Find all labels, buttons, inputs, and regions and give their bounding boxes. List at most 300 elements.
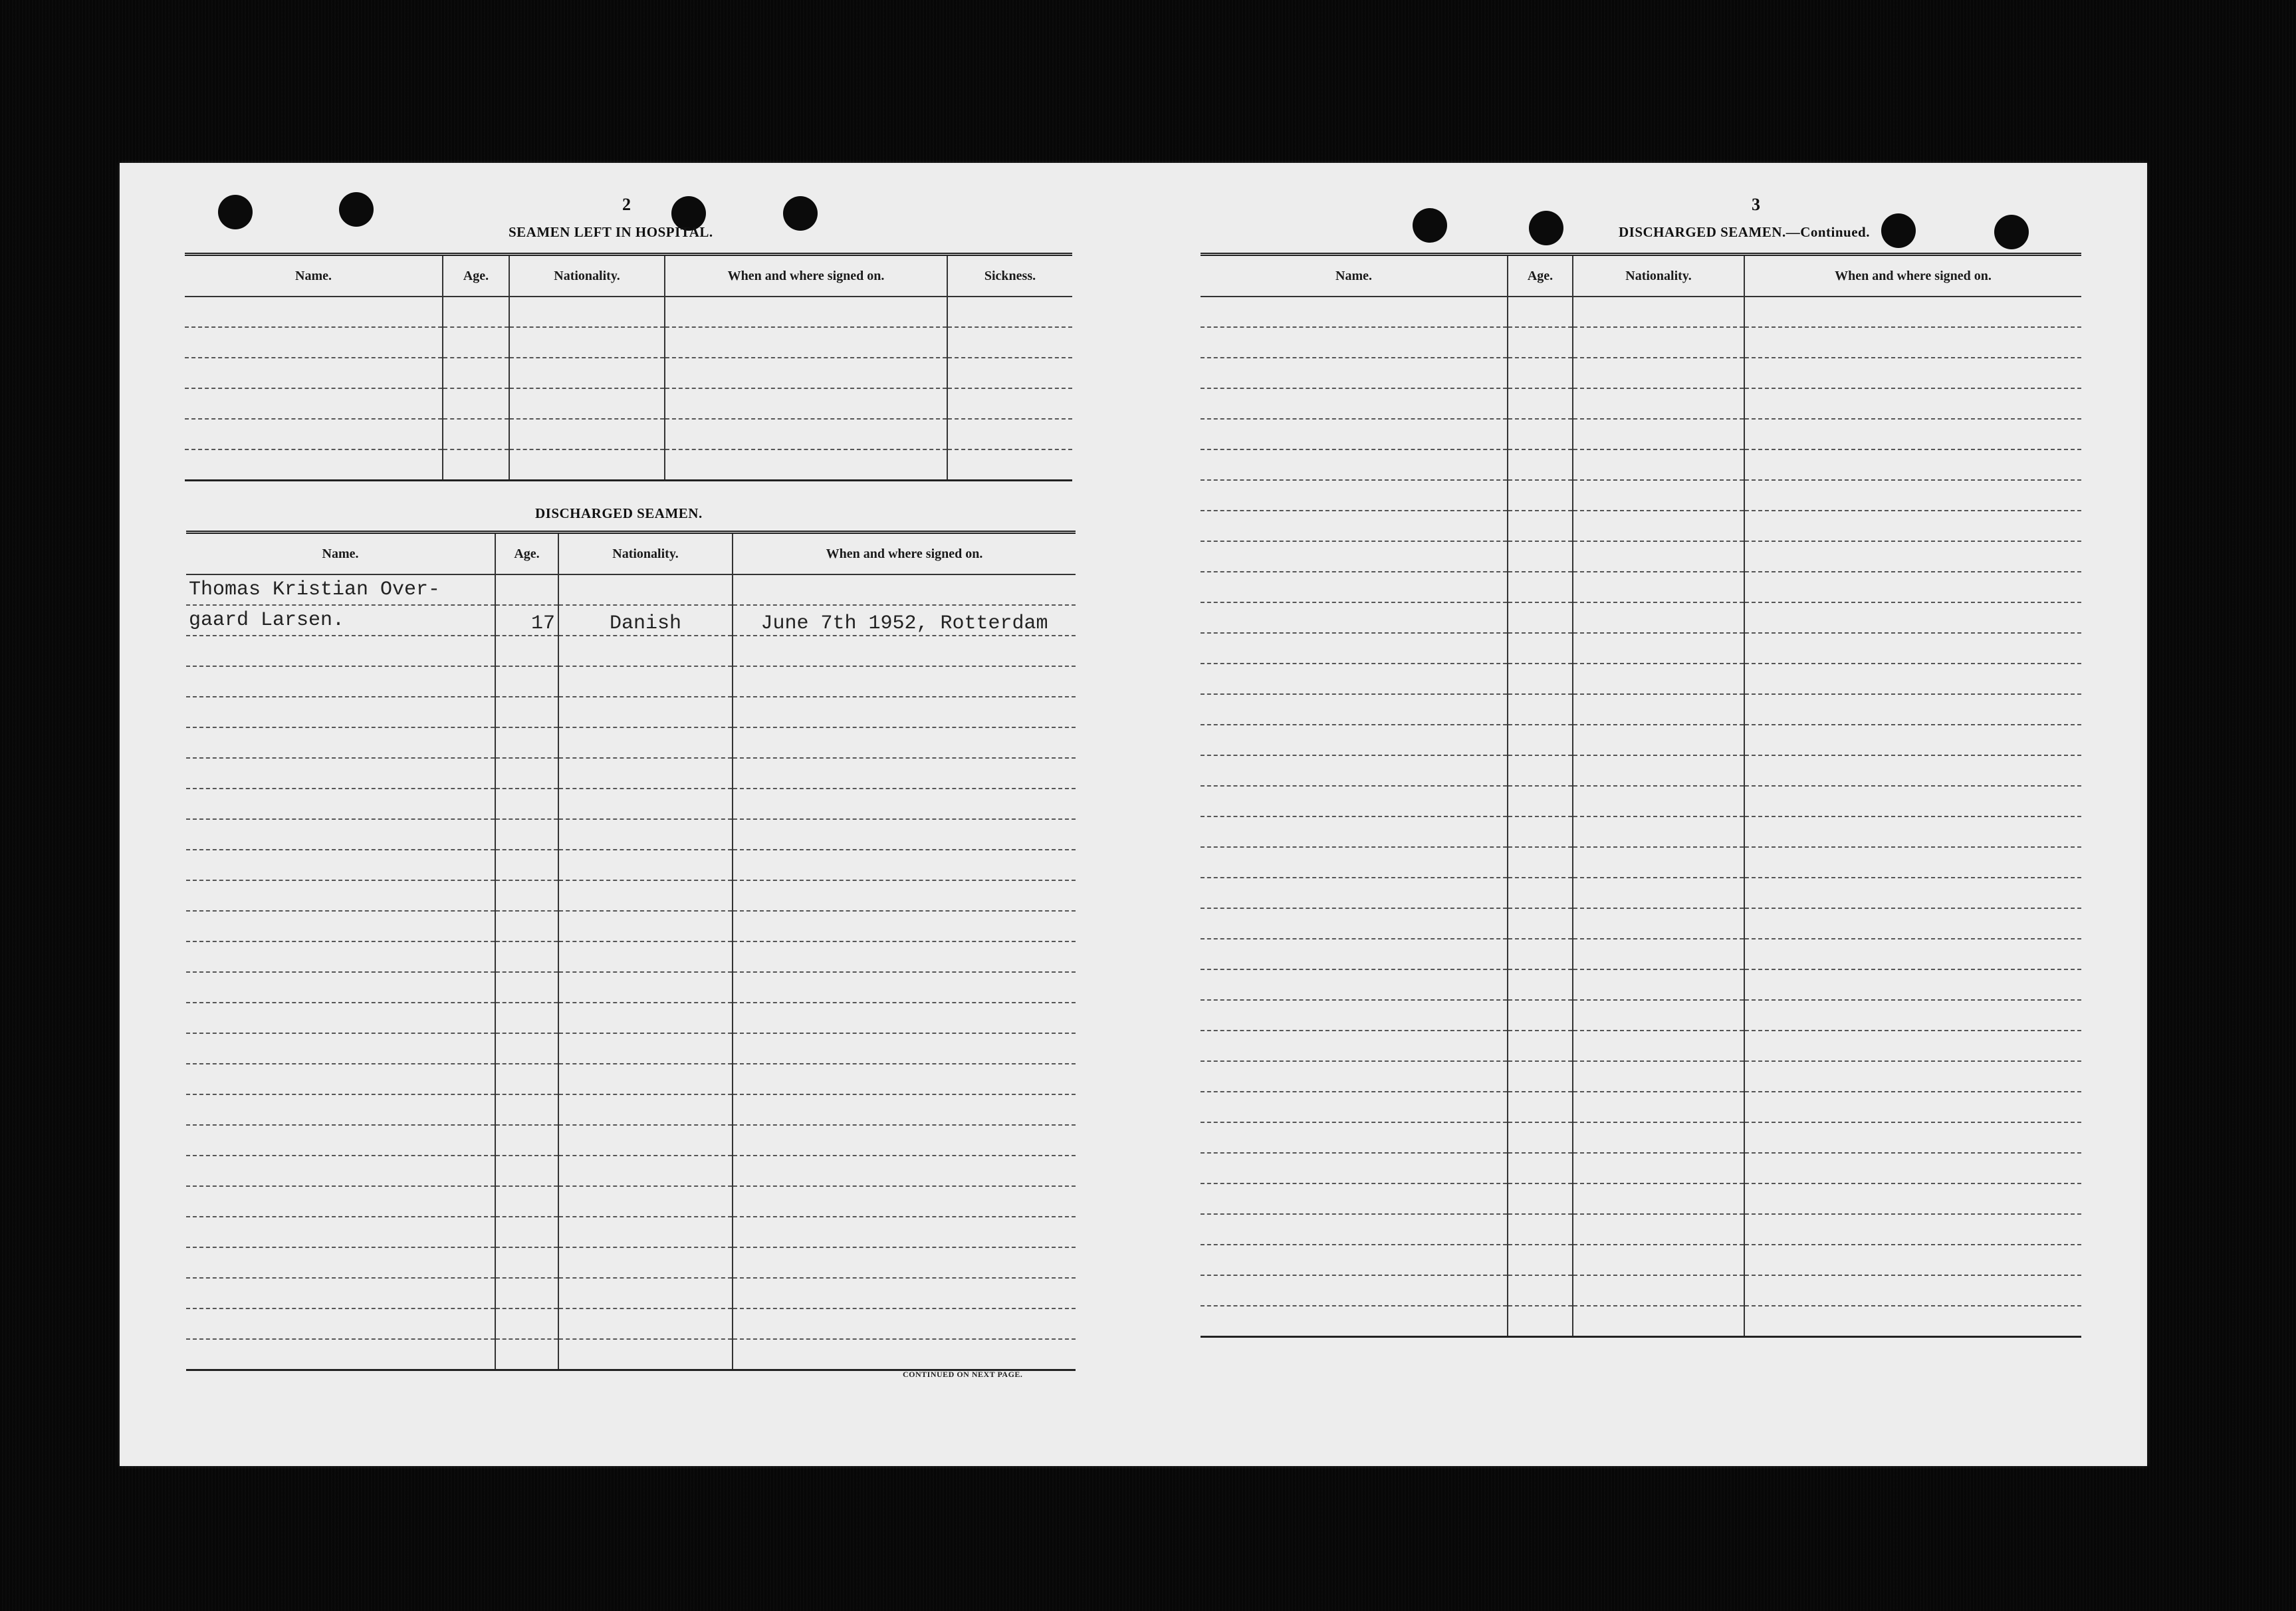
empty-cell — [558, 697, 733, 727]
table-row — [186, 666, 1076, 697]
empty-cell — [186, 1094, 495, 1125]
empty-cell — [1201, 419, 1508, 449]
table-row — [1201, 878, 2081, 908]
table-row — [1201, 939, 2081, 969]
empty-cell — [1201, 480, 1508, 511]
empty-cell — [509, 297, 665, 327]
table-row — [1201, 1245, 2081, 1275]
empty-cell — [733, 972, 1076, 1003]
table-row — [1201, 297, 2081, 327]
empty-cell — [186, 1339, 495, 1370]
empty-cell — [186, 636, 495, 666]
table-row — [185, 297, 1072, 327]
empty-cell — [1201, 908, 1508, 939]
empty-cell — [558, 880, 733, 911]
empty-cell — [1573, 511, 1744, 541]
table-header-row — [1201, 255, 2081, 297]
table-row — [1201, 1306, 2081, 1337]
empty-cell — [1573, 1306, 1744, 1337]
empty-cell — [1744, 969, 2081, 1000]
empty-cell — [495, 697, 558, 727]
empty-cell — [1744, 694, 2081, 725]
empty-cell — [1573, 786, 1744, 816]
empty-cell — [185, 327, 443, 358]
empty-cell — [558, 574, 733, 605]
table-row — [1201, 1061, 2081, 1092]
empty-cell — [443, 419, 509, 449]
empty-cell — [1508, 511, 1573, 541]
empty-cell — [1573, 419, 1744, 449]
empty-cell — [558, 636, 733, 666]
hospital-table-body — [185, 297, 1072, 481]
empty-cell — [495, 911, 558, 941]
table-row — [1201, 969, 2081, 1000]
empty-cell — [558, 1308, 733, 1339]
empty-cell — [1744, 541, 2081, 572]
empty-cell — [733, 1186, 1076, 1217]
table-row — [186, 941, 1076, 972]
empty-cell — [1508, 1306, 1573, 1337]
column-header-age: Age. — [495, 533, 558, 575]
table-row — [186, 819, 1076, 850]
empty-cell — [1508, 1245, 1573, 1275]
left-page — [120, 163, 1130, 1466]
column-header-name: Name. — [1201, 255, 1508, 297]
empty-cell — [186, 1247, 495, 1278]
table-row — [1201, 480, 2081, 511]
empty-cell — [1744, 602, 2081, 633]
empty-cell — [733, 1064, 1076, 1094]
empty-cell — [1573, 1061, 1744, 1092]
empty-cell — [1573, 633, 1744, 664]
table-row — [1201, 664, 2081, 694]
empty-cell — [1201, 449, 1508, 480]
empty-cell — [1744, 1122, 2081, 1153]
empty-cell — [1744, 1183, 2081, 1214]
empty-cell — [186, 1125, 495, 1156]
empty-cell — [1744, 327, 2081, 358]
empty-cell — [1744, 816, 2081, 847]
empty-cell — [186, 819, 495, 850]
empty-cell — [1573, 602, 1744, 633]
empty-cell — [1201, 1122, 1508, 1153]
empty-cell — [733, 1247, 1076, 1278]
table-row — [1201, 908, 2081, 939]
empty-cell — [186, 941, 495, 972]
table-row — [1201, 449, 2081, 480]
table-row — [1201, 786, 2081, 816]
empty-cell — [733, 880, 1076, 911]
empty-cell — [495, 1278, 558, 1308]
empty-cell — [1201, 602, 1508, 633]
table-row — [185, 358, 1072, 388]
empty-cell — [1744, 1092, 2081, 1122]
empty-cell — [1201, 1092, 1508, 1122]
empty-cell — [1508, 480, 1573, 511]
empty-cell — [1573, 1092, 1744, 1122]
empty-cell — [495, 574, 558, 605]
empty-cell — [947, 358, 1072, 388]
table-row — [186, 1217, 1076, 1247]
table-row — [1201, 755, 2081, 786]
discharged-continued-table-body — [1201, 297, 2081, 1337]
page-number: 2 — [622, 195, 631, 214]
empty-cell — [1744, 1245, 2081, 1275]
empty-cell — [558, 941, 733, 972]
table-row — [186, 1156, 1076, 1186]
empty-cell — [186, 697, 495, 727]
entry-name-line-1: Thomas Kristian Over- — [186, 574, 495, 605]
empty-cell — [1201, 572, 1508, 602]
empty-cell — [1201, 327, 1508, 358]
empty-cell — [1201, 541, 1508, 572]
empty-cell — [443, 358, 509, 388]
punch-hole — [783, 196, 818, 231]
empty-cell — [1573, 694, 1744, 725]
empty-cell — [186, 972, 495, 1003]
empty-cell — [733, 1217, 1076, 1247]
punch-hole — [1413, 208, 1447, 243]
punch-hole — [1529, 211, 1563, 245]
empty-cell — [558, 1278, 733, 1308]
empty-cell — [733, 1003, 1076, 1033]
empty-cell — [733, 758, 1076, 789]
empty-cell — [1744, 1153, 2081, 1183]
table-row — [186, 1094, 1076, 1125]
table-row — [186, 636, 1076, 666]
empty-cell — [558, 1339, 733, 1370]
empty-cell — [733, 789, 1076, 819]
empty-cell — [1201, 878, 1508, 908]
empty-cell — [1508, 816, 1573, 847]
entry-nationality: Danish — [558, 605, 733, 636]
empty-cell — [1573, 1214, 1744, 1245]
entry-name-line-2: gaard Larsen. — [186, 605, 495, 636]
empty-cell — [1744, 1214, 2081, 1245]
empty-cell — [1744, 878, 2081, 908]
column-header-nationality: Nationality. — [1573, 255, 1744, 297]
empty-cell — [1573, 878, 1744, 908]
empty-cell — [947, 419, 1072, 449]
empty-cell — [495, 1308, 558, 1339]
empty-cell — [665, 297, 947, 327]
empty-cell — [1201, 816, 1508, 847]
empty-cell — [1573, 541, 1744, 572]
table-row — [186, 758, 1076, 789]
hospital-section-title: SEAMEN LEFT IN HOSPITAL. — [509, 224, 713, 240]
table-row — [186, 605, 1076, 636]
empty-cell — [1508, 1275, 1573, 1306]
empty-cell — [1201, 1245, 1508, 1275]
empty-cell — [1201, 969, 1508, 1000]
empty-cell — [1508, 1183, 1573, 1214]
table-row — [186, 911, 1076, 941]
table-row — [185, 419, 1072, 449]
empty-cell — [1508, 297, 1573, 327]
empty-cell — [1201, 786, 1508, 816]
empty-cell — [1201, 511, 1508, 541]
empty-cell — [186, 758, 495, 789]
table-row — [186, 972, 1076, 1003]
empty-cell — [558, 972, 733, 1003]
empty-cell — [733, 1339, 1076, 1370]
empty-cell — [558, 1064, 733, 1094]
table-row — [186, 1247, 1076, 1278]
empty-cell — [1573, 969, 1744, 1000]
empty-cell — [495, 727, 558, 758]
table-row — [1201, 694, 2081, 725]
column-header-nationality: Nationality. — [509, 255, 665, 297]
empty-cell — [665, 449, 947, 481]
table-row — [186, 880, 1076, 911]
empty-cell — [1508, 664, 1573, 694]
empty-cell — [185, 358, 443, 388]
empty-cell — [1744, 1031, 2081, 1061]
document-sheet — [120, 163, 2147, 1466]
column-header-signed-on: When and where signed on. — [733, 533, 1076, 575]
empty-cell — [1201, 725, 1508, 755]
empty-cell — [1744, 480, 2081, 511]
discharged-table-body — [186, 574, 1076, 1370]
empty-cell — [1201, 1306, 1508, 1337]
empty-cell — [495, 850, 558, 880]
empty-cell — [495, 1186, 558, 1217]
table-row — [1201, 816, 2081, 847]
empty-cell — [1573, 1245, 1744, 1275]
table-row — [1201, 541, 2081, 572]
empty-cell — [186, 1278, 495, 1308]
table-row — [186, 1278, 1076, 1308]
discharged-continued-table — [1201, 253, 2081, 1338]
empty-cell — [1201, 633, 1508, 664]
empty-cell — [558, 727, 733, 758]
empty-cell — [1744, 786, 2081, 816]
empty-cell — [1508, 694, 1573, 725]
empty-cell — [665, 327, 947, 358]
table-row — [1201, 388, 2081, 419]
empty-cell — [495, 758, 558, 789]
table-row — [1201, 327, 2081, 358]
empty-cell — [185, 419, 443, 449]
empty-cell — [558, 1217, 733, 1247]
empty-cell — [1508, 1031, 1573, 1061]
empty-cell — [1744, 1306, 2081, 1337]
table-row — [186, 850, 1076, 880]
empty-cell — [495, 1217, 558, 1247]
empty-cell — [665, 358, 947, 388]
column-header-age: Age. — [1508, 255, 1573, 297]
empty-cell — [558, 850, 733, 880]
table-row — [1201, 1275, 2081, 1306]
empty-cell — [733, 574, 1076, 605]
empty-cell — [1201, 358, 1508, 388]
table-row — [186, 1308, 1076, 1339]
empty-cell — [509, 358, 665, 388]
table-row — [1201, 602, 2081, 633]
empty-cell — [1573, 1031, 1744, 1061]
empty-cell — [1201, 755, 1508, 786]
empty-cell — [495, 1339, 558, 1370]
empty-cell — [1744, 297, 2081, 327]
table-row — [185, 449, 1072, 481]
empty-cell — [733, 666, 1076, 697]
empty-cell — [1573, 939, 1744, 969]
empty-cell — [1573, 297, 1744, 327]
empty-cell — [558, 1125, 733, 1156]
empty-cell — [1744, 419, 2081, 449]
column-header-name: Name. — [186, 533, 495, 575]
column-header-nationality: Nationality. — [558, 533, 733, 575]
empty-cell — [558, 1156, 733, 1186]
empty-cell — [1744, 908, 2081, 939]
table-row — [186, 1186, 1076, 1217]
empty-cell — [733, 911, 1076, 941]
empty-cell — [1573, 449, 1744, 480]
table-row — [185, 388, 1072, 419]
empty-cell — [733, 697, 1076, 727]
empty-cell — [186, 727, 495, 758]
empty-cell — [947, 327, 1072, 358]
empty-cell — [1744, 664, 2081, 694]
empty-cell — [733, 1156, 1076, 1186]
table-row — [1201, 725, 2081, 755]
empty-cell — [1508, 755, 1573, 786]
empty-cell — [186, 850, 495, 880]
empty-cell — [558, 911, 733, 941]
empty-cell — [1573, 816, 1744, 847]
entry-signed-on: June 7th 1952, Rotterdam — [733, 605, 1076, 636]
table-row — [186, 1339, 1076, 1370]
table-row — [1201, 1153, 2081, 1183]
empty-cell — [558, 789, 733, 819]
empty-cell — [1573, 358, 1744, 388]
empty-cell — [186, 880, 495, 911]
punch-hole — [218, 195, 253, 229]
empty-cell — [558, 1033, 733, 1064]
empty-cell — [1201, 1031, 1508, 1061]
table-row — [1201, 1214, 2081, 1245]
empty-cell — [558, 1186, 733, 1217]
empty-cell — [495, 1125, 558, 1156]
empty-cell — [1744, 511, 2081, 541]
empty-cell — [1508, 633, 1573, 664]
empty-cell — [558, 666, 733, 697]
discharged-continued-title: DISCHARGED SEAMEN.—Continued. — [1619, 224, 1870, 240]
empty-cell — [185, 388, 443, 419]
empty-cell — [1508, 1092, 1573, 1122]
empty-cell — [1508, 419, 1573, 449]
empty-cell — [1508, 327, 1573, 358]
empty-cell — [186, 1033, 495, 1064]
column-header-age: Age. — [443, 255, 509, 297]
empty-cell — [947, 297, 1072, 327]
table-row — [186, 697, 1076, 727]
empty-cell — [1573, 327, 1744, 358]
table-header-row — [186, 533, 1076, 575]
empty-cell — [1744, 572, 2081, 602]
empty-cell — [1573, 388, 1744, 419]
table-row — [185, 327, 1072, 358]
empty-cell — [1201, 1000, 1508, 1031]
empty-cell — [1573, 725, 1744, 755]
empty-cell — [186, 1186, 495, 1217]
empty-cell — [186, 1308, 495, 1339]
empty-cell — [733, 1125, 1076, 1156]
empty-cell — [1508, 388, 1573, 419]
empty-cell — [1744, 755, 2081, 786]
empty-cell — [495, 1003, 558, 1033]
table-row — [1201, 1031, 2081, 1061]
empty-cell — [1744, 388, 2081, 419]
empty-cell — [1508, 572, 1573, 602]
empty-cell — [509, 327, 665, 358]
empty-cell — [947, 388, 1072, 419]
empty-cell — [495, 941, 558, 972]
empty-cell — [1573, 847, 1744, 878]
empty-cell — [1573, 480, 1744, 511]
empty-cell — [1744, 633, 2081, 664]
empty-cell — [665, 388, 947, 419]
table-row — [186, 727, 1076, 758]
table-row — [186, 1033, 1076, 1064]
entry-age: 17 — [495, 605, 558, 636]
page-number: 3 — [1752, 195, 1760, 214]
empty-cell — [1744, 939, 2081, 969]
empty-cell — [1201, 1061, 1508, 1092]
empty-cell — [733, 850, 1076, 880]
empty-cell — [733, 1278, 1076, 1308]
empty-cell — [1508, 1153, 1573, 1183]
empty-cell — [495, 666, 558, 697]
empty-cell — [1201, 388, 1508, 419]
empty-cell — [947, 449, 1072, 481]
empty-cell — [1201, 1153, 1508, 1183]
table-row — [1201, 1183, 2081, 1214]
empty-cell — [1508, 541, 1573, 572]
empty-cell — [558, 819, 733, 850]
hospital-table — [185, 253, 1072, 481]
empty-cell — [1508, 602, 1573, 633]
empty-cell — [443, 388, 509, 419]
empty-cell — [1201, 694, 1508, 725]
empty-cell — [733, 727, 1076, 758]
empty-cell — [509, 419, 665, 449]
empty-cell — [1508, 358, 1573, 388]
empty-cell — [186, 1003, 495, 1033]
punch-hole — [1881, 213, 1916, 248]
table-row — [186, 574, 1076, 605]
table-row — [186, 789, 1076, 819]
empty-cell — [1573, 1183, 1744, 1214]
empty-cell — [186, 666, 495, 697]
empty-cell — [1508, 786, 1573, 816]
table-row — [1201, 1000, 2081, 1031]
empty-cell — [186, 789, 495, 819]
empty-cell — [1573, 1000, 1744, 1031]
empty-cell — [733, 1094, 1076, 1125]
empty-cell — [1573, 664, 1744, 694]
empty-cell — [186, 1156, 495, 1186]
empty-cell — [495, 1094, 558, 1125]
empty-cell — [1573, 755, 1744, 786]
empty-cell — [1508, 969, 1573, 1000]
empty-cell — [186, 1064, 495, 1094]
empty-cell — [443, 449, 509, 481]
empty-cell — [495, 880, 558, 911]
empty-cell — [1508, 878, 1573, 908]
empty-cell — [495, 1033, 558, 1064]
punch-hole — [1994, 215, 2029, 249]
